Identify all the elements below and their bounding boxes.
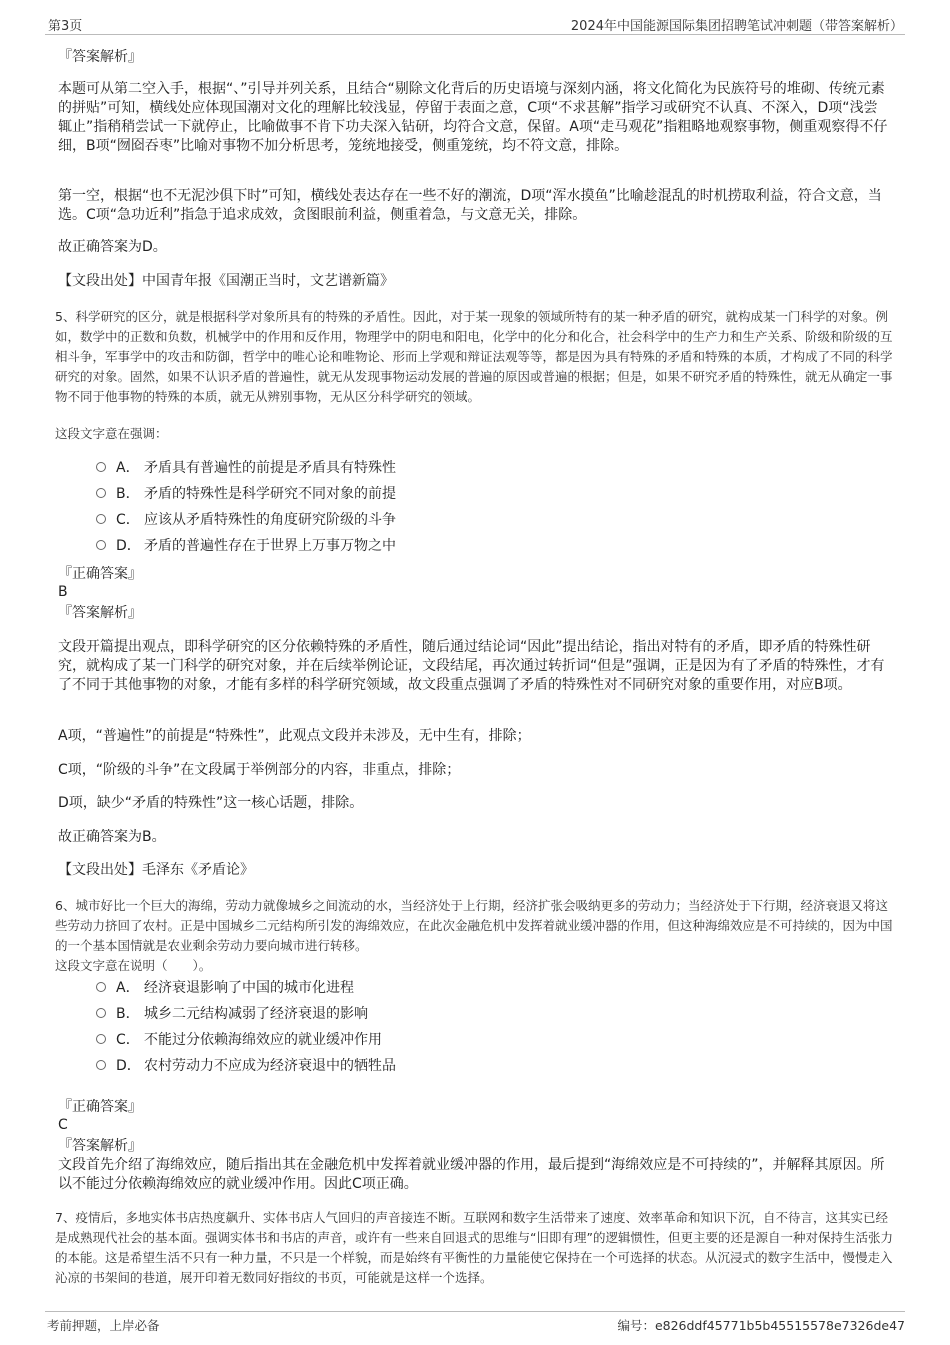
q6-option-a[interactable] — [96, 978, 354, 998]
q5-option-a[interactable] — [96, 458, 396, 478]
q5-correct-answer: B — [58, 584, 68, 600]
option-key: D． — [116, 538, 141, 554]
option-key: C． — [116, 512, 140, 528]
q6-correct-label: 『正确答案』 — [58, 1099, 142, 1115]
q6-analysis-label: 『答案解析』 — [58, 1138, 142, 1154]
q5-analysis-p3: C项，“阶级的斗争”在文段属于举例部分的内容，非重点，排除； — [58, 762, 461, 778]
option-key: A． — [116, 980, 140, 996]
radio-icon[interactable] — [96, 462, 106, 472]
q4-source: 【文段出处】中国青年报《国潮正当时，文艺谱新篇》 — [58, 273, 394, 289]
q5-question: 这段文字意在强调： — [55, 426, 168, 441]
q5-option-d[interactable] — [96, 536, 396, 556]
q6-stem: 6、城市好比一个巨大的海绵，劳动力就像城乡之间流动的水，当经济处于上行期，经济扩张会吸纳更多的劳动力；当经济处于下行期，经济衰退又将这些劳动力挤回了农村。正是中国城乡二元结构所引发的海绵效应，在此次金融危机中发挥着就业缓冲器的作用，但这种海绵效应是不可持续的，因为中国的一个基本国情就是农业剩余劳动力要向城市进行转移。 — [55, 898, 893, 953]
document-title: 2024年中国能源国际集团招聘笔试冲刺题（带答案解析） — [570, 19, 903, 34]
q5-correct-label: 『正确答案』 — [58, 566, 142, 582]
option-key: B． — [116, 486, 140, 502]
radio-icon[interactable] — [96, 982, 106, 992]
page-number: 第3页 — [48, 19, 83, 34]
q5-stem: 5、科学研究的区分，就是根据科学对象所具有的特殊的矛盾性。因此，对于某一现象的领域所特有的某一种矛盾的研究，就构成某一门科学的对象。例如，数学中的正数和负数，机械学中的作用和反作用，物理学中的阴电和阳电，化学中的化分和化合，社会科学中的生产力和生产关系、阶级和阶级的互相斗争，军事学中的攻击和防御，哲学中的唯心论和唯物论、形而上学观和辩证法观等等，都是因为具有特殊的矛盾和特殊的本质，才构成了不同的科学研究的对象。固然，如果不认识矛盾的普遍性，就无从发现事物运动发展的普遍的原因或普遍的根据；但是，如果不研究矛盾的特殊性，就无从确定一事物不同于他事物的特殊的本质，就无从辨别事物，无从区分科学研究的领域。 — [55, 309, 893, 404]
q5-answer: 故正确答案为B。 — [58, 829, 166, 845]
option-text: 不能过分依赖海绵效应的就业缓冲作用 — [144, 1032, 382, 1048]
q4-analysis-p1: 本题可从第二空入手，根据“、”引导并列关系，且结合“剔除文化背后的历史语境与深刻内涵，将文化简化为民族符号的堆砌、传统元素的拼贴”可知，横线处应体现国潮对文化的理解比较浅显，停留于表面之意，C项“不求甚解”指学习或研究不认真、不深入，D项“浅尝辄止”指稍稍尝试一下就停止，比喻做事不肯下功夫深入钻研，均符合文意，保留。A项“走马观花”指粗略地观察事物，侧重观察得不仔细，B项“囫囵吞枣”比喻对事物不加分析思考，笼统地接受，侧重笼统，均不符文意，排除。 — [58, 81, 888, 154]
option-text: 矛盾的普遍性存在于世界上万事万物之中 — [144, 538, 396, 554]
radio-icon[interactable] — [96, 1060, 106, 1070]
q5-analysis-p1: 文段开篇提出观点，即科学研究的区分依赖特殊的矛盾性，随后通过结论词“因此”提出结论，指出对特有的矛盾，即矛盾的特殊性研究，就构成了某一门科学的研究对象，并在后续举例论证，文段结尾，再次通过转折词“但是”强调，正是因为有了矛盾的特殊性，才有了不同于其他事物的对象，才能有多样的科学研究领域，故文段重点强调了矛盾的特殊性对不同研究对象的重要作用，对应B项。 — [58, 639, 885, 693]
q5-analysis-p2: A项，“普遍性”的前提是“特殊性”，此观点文段并未涉及，无中生有，排除； — [58, 728, 531, 744]
radio-icon[interactable] — [96, 514, 106, 524]
option-text: 矛盾的特殊性是科学研究不同对象的前提 — [144, 486, 396, 502]
q4-analysis-p2: 第一空，根据“也不无泥沙俱下时”可知，横线处表达存在一些不好的潮流，D项“浑水摸鱼”比喻趁混乱的时机捞取利益，符合文意，当选。C项“急功近利”指急于追求成效，贪图眼前利益，侧重着急，与文意无关，排除。 — [58, 188, 882, 223]
q6-analysis-p1: 文段首先介绍了海绵效应，随后指出其在金融危机中发挥着就业缓冲器的作用，最后提到“海绵效应是不可持续的”，并解释其原因。所以不能过分依赖海绵效应的就业缓冲作用。因此C项正确。 — [58, 1157, 885, 1192]
radio-icon[interactable] — [96, 540, 106, 550]
q4-analysis-label: 『答案解析』 — [58, 49, 142, 65]
option-key: B． — [116, 1006, 140, 1022]
q5-option-b[interactable] — [96, 484, 396, 504]
q5-analysis-label: 『答案解析』 — [58, 605, 142, 621]
q5-analysis-p4: D项，缺少“矛盾的特殊性”这一核心话题，排除。 — [58, 795, 364, 811]
q7-stem: 7、疫情后，多地实体书店热度飙升、实体书店人气回归的声音接连不断。互联网和数字生活带来了速度、效率革命和知识下沉，自不待言，这其实已经是成熟现代社会的基本面。强调实体书和书店的声音，或许有一些来自回退式的思维与“旧即有理”的逻辑惯性，但更主要的还是源自一种对保持生活张力的本能。这是希望生活不只有一种力量，不只是一个样貌，而是始终有平衡性的力量能使它保持在一个可选择的状态。从沉浸式的数字生活中，慢慢走入沁凉的书架间的巷道，展开印着无数同好指纹的书页，可能就是这样一个选择。 — [55, 1210, 893, 1285]
option-key: D． — [116, 1058, 141, 1074]
option-text: 城乡二元结构减弱了经济衰退的影响 — [144, 1006, 368, 1022]
page-header — [45, 14, 905, 35]
option-text: 应该从矛盾特殊性的角度研究阶级的斗争 — [144, 512, 396, 528]
page-footer — [45, 1311, 905, 1334]
option-key: C． — [116, 1032, 140, 1048]
radio-icon[interactable] — [96, 488, 106, 498]
option-key: A． — [116, 460, 140, 476]
footer-slogan: 考前押题，上岸必备 — [47, 1318, 160, 1333]
q5-option-c[interactable] — [96, 510, 396, 530]
option-text: 矛盾具有普遍性的前提是矛盾具有特殊性 — [144, 460, 396, 476]
radio-icon[interactable] — [96, 1008, 106, 1018]
option-text: 经济衰退影响了中国的城市化进程 — [144, 980, 354, 996]
q4-answer: 故正确答案为D。 — [58, 239, 167, 255]
q6-option-b[interactable] — [96, 1004, 368, 1024]
q6-correct-answer: C — [58, 1117, 68, 1133]
q6-question: 这段文字意在说明（ ）。 — [55, 958, 212, 973]
q6-option-c[interactable] — [96, 1030, 382, 1050]
q5-source: 【文段出处】毛泽东《矛盾论》 — [58, 862, 254, 878]
document-code: 编号：e826ddf45771b5b45515578e7326de47 — [617, 1318, 905, 1333]
q6-option-d[interactable] — [96, 1056, 396, 1076]
option-text: 农村劳动力不应成为经济衰退中的牺牲品 — [144, 1058, 396, 1074]
radio-icon[interactable] — [96, 1034, 106, 1044]
